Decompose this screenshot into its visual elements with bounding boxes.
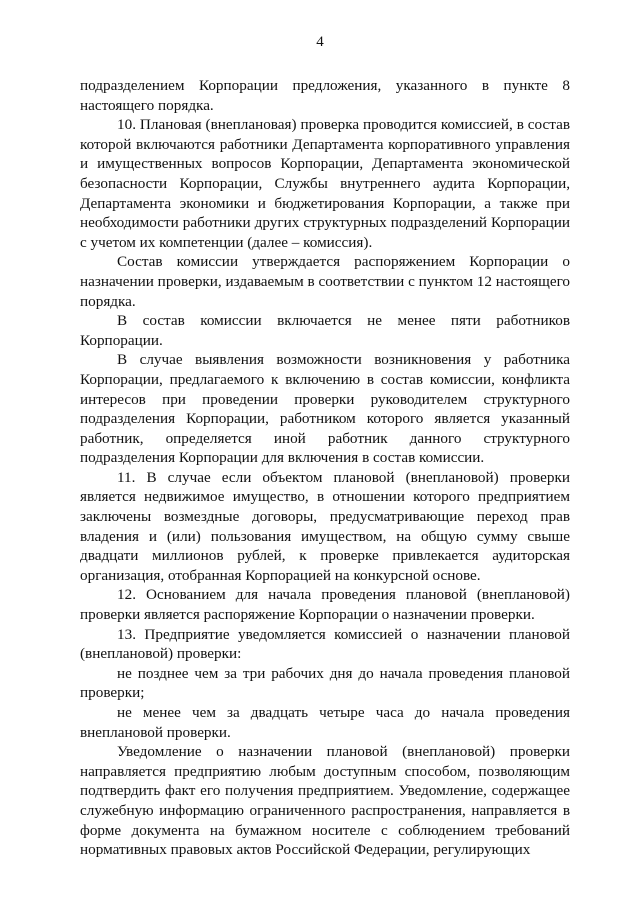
paragraph-10-commission: 10. Плановая (внеплановая) проверка проводится комиссией, в состав которой включаются работники Департамента корпоративного управления и имущественных вопросов Корпорации, Департамента экономической безопасности Корпорации, Службы внутреннего аудита Корпорации, Департамента экономики и бюджетирования Корпорации, а также при необходимости работники других структурных подразделений Корпорации с учетом их компетенции (далее – комиссия). [80, 116, 570, 251]
paragraph-conflict-of-interest: В случае выявления возможности возникновения у работника Корпорации, предлагаемого к включению в состав комиссии, конфликта интересов при проведении проверки руководителем структурного подразделения Корпорации, работником которого является указанный работник, определяется иной работник данного структурного подразделения Корпорации для включения в состав комиссии. [80, 351, 570, 467]
paragraph-12-basis: 12. Основанием для начала проведения плановой (внеплановой) проверки является распоряжение Корпорации о назначении проверки. [80, 586, 570, 624]
paragraph-11-audit: 11. В случае если объектом плановой (внеплановой) проверки является недвижимое имущество, в отношении которого предприятием заключены возмездные договоры, предусматривающие переход прав владения и (или) пользования имуществом, на общую сумму свыше двадцати миллионов рублей, к проверке привлекается аудиторская организация, отобранная Корпорацией на конкурсной основе. [80, 468, 570, 584]
paragraph-notification-method: Уведомление о назначении плановой (внеплановой) проверки направляется предприятию любым доступным способом, позволяющим подтвердить факт его получения предприятием. Уведомление, содержащее служебную информацию ограниченного распространения, направляется в форме документа на бумажном носителе с соблюдением требований нормативных правовых актов Российской Федерации, регулирующих [80, 743, 570, 859]
paragraph-commission-size: В состав комиссии включается не менее пяти работников Корпорации. [80, 312, 570, 349]
paragraph-commission-composition: Состав комиссии утверждается распоряжением Корпорации о назначении проверки, издаваемым в соответствии с пунктом 12 настоящего порядка. [80, 253, 571, 310]
paragraph-unplanned-deadline: не менее чем за двадцать четыре часа до начала проведения внеплановой проверки. [80, 704, 570, 741]
paragraph-planned-deadline: не позднее чем за три рабочих дня до начала проведения плановой проверки; [80, 664, 570, 702]
paragraph-13-notification: 13. Предприятие уведомляется комиссией о назначении плановой (внеплановой) проверки: [80, 625, 570, 663]
paragraph-continuation: подразделением Корпорации предложения, указанного в пункте 8 настоящего порядка. [80, 77, 570, 114]
page-number: 4 [316, 34, 324, 50]
document-body [80, 76, 570, 860]
